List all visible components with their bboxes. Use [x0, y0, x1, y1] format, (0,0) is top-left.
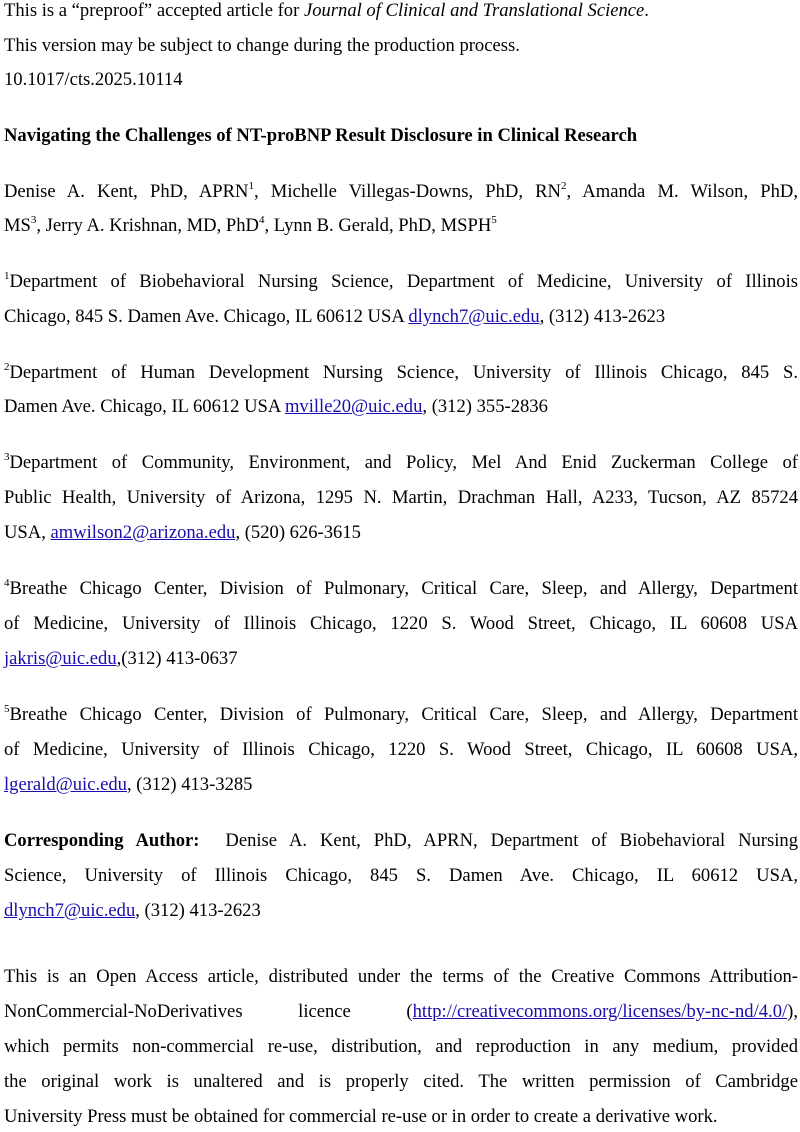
affiliation-1-line1 [4, 271, 798, 293]
affiliation-2-line1 [4, 362, 798, 384]
affiliation-2-address: Damen Ave. Chicago, IL 60612 USA [4, 396, 285, 417]
preproof-notice-text: This is a “preproof” accepted article for [4, 0, 304, 21]
corresponding-author-line1 [4, 830, 798, 852]
affiliation-1-sup: 1 [4, 270, 10, 282]
author-5: , Lynn B. Gerald, PhD, MSPH [264, 215, 492, 236]
affiliation-4-sup: 4 [4, 577, 10, 589]
affiliation-3-sup: 3 [4, 451, 10, 463]
affiliation-5-phone: , (312) 413-3285 [126, 774, 253, 795]
affiliation-4-email-link[interactable]: jakris@uic.edu [4, 648, 117, 669]
affiliation-3-line2: Public Health, University of Arizona, 1295 N. Martin, Drachman Hall, A233, Tucson, AZ 85724 [4, 487, 798, 508]
license-line5: University Press must be obtained for commercial re-use or in order to create a derivative work. [4, 1106, 718, 1127]
affiliation-2-sup: 2 [4, 361, 10, 373]
corresponding-author-phone: , (312) 413-2623 [135, 900, 261, 921]
corresponding-author-line2: Science, University of Illinois Chicago, 845 S. Damen Ave. Chicago, IL 60612 USA, [4, 865, 798, 886]
author-list-line2 [4, 215, 497, 237]
author-3: , Amanda M. Wilson, PhD, [566, 181, 798, 202]
license-url-link[interactable]: http://creativecommons.org/licenses/by-nc-nd/4.0/ [412, 1001, 788, 1022]
affiliation-1-line2 [4, 306, 665, 328]
corresponding-author-email-link[interactable]: dlynch7@uic.edu [4, 900, 136, 921]
affiliation-3-text: Department of Community, Environment, and Policy, Mel And Enid Zuckerman College of [9, 452, 798, 473]
production-notice: This version may be subject to change during the production process. [4, 35, 520, 56]
affiliation-5-line3 [4, 774, 252, 796]
license-line1: This is an Open Access article, distributed under the terms of the Creative Commons Attribution- [4, 966, 798, 987]
affiliation-1-email-link[interactable]: dlynch7@uic.edu [408, 306, 540, 327]
journal-name: Journal of Clinical and Translational Science [303, 0, 645, 21]
license-line4: the original work is unaltered and is properly cited. The written permission of Cambridge [4, 1071, 798, 1092]
author-2: , Michelle Villegas-Downs, PhD, RN [253, 181, 561, 202]
article-title-text: Navigating the Challenges of NT-proBNP Result Disclosure in Clinical Research [4, 125, 638, 146]
affiliation-4-phone: ,(312) 413-0637 [116, 648, 238, 669]
affiliation-4-line3 [4, 648, 238, 670]
affiliation-4-text: Breathe Chicago Center, Division of Pulmonary, Critical Care, Sleep, and Allergy, Department [9, 578, 798, 599]
author-1-sup: 1 [248, 180, 254, 192]
author-1: Denise A. Kent, PhD, APRN [4, 181, 249, 202]
affiliation-3-phone: , (520) 626-3615 [235, 522, 361, 543]
corresponding-author-line3 [4, 900, 261, 922]
license-line3: which permits non-commercial re-use, distribution, and reproduction in any medium, provided [4, 1036, 798, 1057]
author-4-sup: 4 [258, 214, 265, 226]
affiliation-3-line1 [4, 452, 798, 474]
author-3-degree: MS [4, 215, 31, 236]
article-title [4, 125, 637, 147]
affiliation-4-line1 [4, 578, 798, 600]
author-2-sup: 2 [561, 180, 567, 192]
corresponding-author-text: Denise A. Kent, PhD, APRN, Department of Biobehavioral Nursing [225, 830, 798, 851]
affiliation-2-email-link[interactable]: mville20@uic.edu [284, 396, 423, 417]
affiliation-1-text: Department of Biobehavioral Nursing Science, Department of Medicine, University of Illinois [9, 271, 798, 292]
affiliation-2-text: Department of Human Development Nursing Science, University of Illinois Chicago, 845 S. [9, 362, 798, 383]
license-name: NonCommercial-NoDerivatives licence ( [4, 1001, 413, 1022]
affiliation-5-email-link[interactable]: lgerald@uic.edu [4, 774, 127, 795]
corresponding-author-label: Corresponding Author: [4, 830, 200, 851]
license-line2-end: ), [787, 1001, 798, 1022]
affiliation-1-address: Chicago, 845 S. Damen Ave. Chicago, IL 60612 USA [4, 306, 409, 327]
author-5-sup: 5 [491, 214, 497, 226]
affiliation-5-sup: 5 [4, 703, 10, 715]
affiliation-2-phone: , (312) 355-2836 [422, 396, 548, 417]
preproof-notice-end: . [644, 0, 649, 21]
affiliation-1-phone: , (312) 413-2623 [539, 306, 666, 327]
author-4: , Jerry A. Krishnan, MD, PhD [36, 215, 259, 236]
affiliation-3-email-link[interactable]: amwilson2@arizona.edu [50, 522, 236, 543]
affiliation-2-line2 [4, 396, 548, 418]
affiliation-4-line2: of Medicine, University of Illinois Chicago, 1220 S. Wood Street, Chicago, IL 60608 USA [4, 613, 798, 634]
affiliation-3-line3 [4, 522, 361, 544]
affiliation-3-country: USA, [4, 522, 51, 543]
author-list-line1 [4, 181, 798, 203]
affiliation-5-line2: of Medicine, University of Illinois Chicago, 1220 S. Wood Street, Chicago, IL 60608 USA, [4, 739, 798, 760]
author-3-sup: 3 [30, 214, 37, 226]
affiliation-5-text: Breathe Chicago Center, Division of Pulmonary, Critical Care, Sleep, and Allergy, Department [9, 704, 798, 725]
preproof-notice [4, 0, 649, 22]
license-line2 [4, 1001, 798, 1023]
affiliation-5-line1 [4, 704, 798, 726]
doi: 10.1017/cts.2025.10114 [4, 69, 183, 90]
